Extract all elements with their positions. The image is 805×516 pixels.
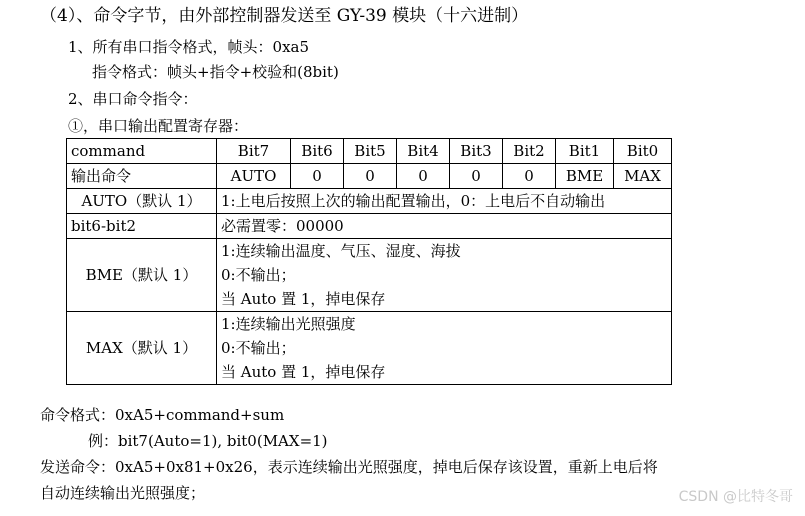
table-header-cell: Bit4 [397, 139, 450, 164]
table-header-cell: Bit7 [217, 139, 291, 164]
table-cell: 0 [344, 164, 397, 189]
max-desc-line: 当 Auto 置 1，掉电保存 [221, 363, 386, 381]
bme-desc-line: 0:不输出； [221, 266, 296, 284]
bme-desc-line: 1:连续输出温度、气压、湿度、海拔 [221, 242, 461, 260]
auto-desc-cell: 1:上电后按照上次的输出配置输出，0：上电后不自动输出 [217, 189, 672, 214]
table-cell: 0 [450, 164, 503, 189]
table-header-cell: Bit2 [503, 139, 556, 164]
csdn-watermark: CSDN @比特冬哥 [678, 489, 793, 505]
frame-header-line: 1、所有串口指令格式，帧头：0xa5 [68, 38, 310, 56]
table-header-cell: Bit0 [614, 139, 672, 164]
bme-desc-line: 当 Auto 置 1，掉电保存 [221, 290, 386, 308]
section-heading: （4）、命令字节，由外部控制器发送至 GY-39 模块（十六进制） [40, 6, 529, 26]
send-command-line: 发送命令：0xA5+0x81+0x26，表示连续输出光照强度，掉电后保存该设置，重新上电后将 [40, 458, 658, 476]
table-row-auto [67, 189, 672, 214]
max-desc-cell [217, 312, 672, 385]
bme-desc-cell [217, 239, 672, 312]
table-row-max [67, 312, 672, 385]
bme-label-cell: BME（默认 1） [67, 239, 217, 312]
max-desc-line: 1:连续输出光照强度 [221, 315, 356, 333]
command-format-line: 命令格式：0xA5+command+sum [40, 406, 285, 424]
register-config-table [66, 138, 672, 385]
table-header-cell: command [67, 139, 217, 164]
example-line: 例：bit7(Auto=1), bit0(MAX=1) [88, 432, 328, 450]
table-header-cell: Bit6 [291, 139, 344, 164]
max-label-cell: MAX（默认 1） [67, 312, 217, 385]
auto-label-cell: AUTO（默认 1） [67, 189, 217, 214]
table-row-output-command [67, 164, 672, 189]
bit6-bit2-desc-cell: 必需置零：00000 [217, 214, 672, 239]
max-desc-line: 0:不输出； [221, 339, 296, 357]
serial-command-heading: 2、串口命令指令： [68, 90, 198, 108]
table-header-row [67, 139, 672, 164]
register-subheading: ①，串口输出配置寄存器： [68, 117, 249, 135]
send-command-continued-line: 自动连续输出光照强度； [40, 484, 206, 502]
bit6-bit2-label-cell: bit6-bit2 [67, 214, 217, 239]
table-cell: 0 [397, 164, 450, 189]
table-header-cell: Bit1 [556, 139, 614, 164]
table-cell: 输出命令 [67, 164, 217, 189]
table-row-bme [67, 239, 672, 312]
table-cell: BME [556, 164, 614, 189]
table-header-cell: Bit3 [450, 139, 503, 164]
table-row-bit6-bit2 [67, 214, 672, 239]
table-cell: MAX [614, 164, 672, 189]
table-cell: 0 [503, 164, 556, 189]
table-header-cell: Bit5 [344, 139, 397, 164]
table-cell: 0 [291, 164, 344, 189]
instruction-format-line: 指令格式：帧头+指令+校验和(8bit) [92, 63, 339, 81]
table-cell: AUTO [217, 164, 291, 189]
